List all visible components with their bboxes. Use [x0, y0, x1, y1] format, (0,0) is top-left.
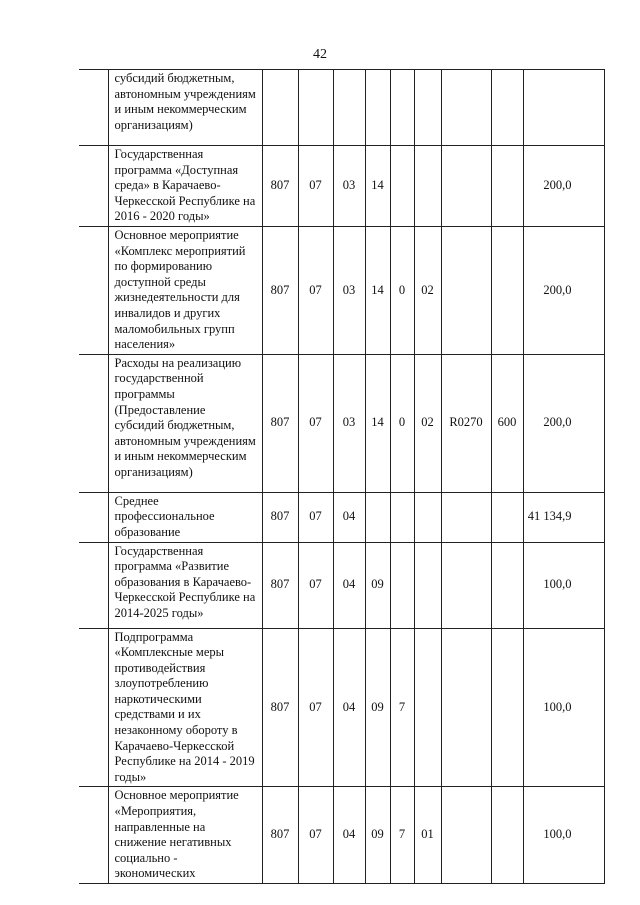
- grbs-code-cell: 807: [262, 787, 298, 884]
- grbs-code-cell: 807: [262, 492, 298, 542]
- row-number-cell: [79, 628, 108, 787]
- subsection-code-cell: 04: [333, 628, 365, 787]
- amount-cell: 100,0: [523, 628, 604, 787]
- table-row: [79, 226, 604, 354]
- expense-type-cell: [491, 70, 523, 146]
- row-name-cell: Среднее профессиональное образование: [108, 492, 262, 542]
- subsection-code-cell: 03: [333, 146, 365, 227]
- row-number-cell: [79, 542, 108, 628]
- direction-code-cell: [441, 70, 491, 146]
- grbs-code-cell: [262, 70, 298, 146]
- grbs-code-cell: 807: [262, 226, 298, 354]
- activity-code-cell: 02: [414, 354, 441, 492]
- section-code-cell: 07: [298, 492, 333, 542]
- program-code-cell: [365, 492, 390, 542]
- table-row: [79, 70, 604, 146]
- grbs-code-cell: 807: [262, 628, 298, 787]
- row-number-cell: [79, 492, 108, 542]
- amount-cell: [523, 70, 604, 146]
- subsection-code-cell: [333, 70, 365, 146]
- expense-type-cell: [491, 787, 523, 884]
- activity-code-cell: [414, 492, 441, 542]
- subprogram-code-cell: 0: [390, 226, 414, 354]
- subsection-code-cell: 03: [333, 354, 365, 492]
- table-row: [79, 492, 604, 542]
- row-name-cell: Основное мероприятие «Комплекс мероприятий по формированию доступной среды жизнедеятельности для инвалидов и других маломобильных групп населения»: [108, 226, 262, 354]
- subprogram-code-cell: 0: [390, 354, 414, 492]
- section-code-cell: [298, 70, 333, 146]
- program-code-cell: 09: [365, 628, 390, 787]
- program-code-cell: 14: [365, 226, 390, 354]
- activity-code-cell: [414, 542, 441, 628]
- activity-code-cell: [414, 70, 441, 146]
- expense-type-cell: [491, 492, 523, 542]
- direction-code-cell: [441, 146, 491, 227]
- table-row: [79, 354, 604, 492]
- activity-code-cell: 01: [414, 787, 441, 884]
- amount-cell: 41 134,9: [523, 492, 604, 542]
- amount-cell: 200,0: [523, 146, 604, 227]
- amount-cell: 100,0: [523, 787, 604, 884]
- section-code-cell: 07: [298, 787, 333, 884]
- row-name-cell: Расходы на реализацию государственной программы (Предоставление субсидий бюджетным, автономным учреждениям и иным некоммерческим организациям): [108, 354, 262, 492]
- program-code-cell: 09: [365, 787, 390, 884]
- section-code-cell: 07: [298, 146, 333, 227]
- page-number: 42: [313, 47, 327, 62]
- activity-code-cell: 02: [414, 226, 441, 354]
- row-number-cell: [79, 787, 108, 884]
- row-number-cell: [79, 226, 108, 354]
- grbs-code-cell: 807: [262, 146, 298, 227]
- subsection-code-cell: 04: [333, 542, 365, 628]
- budget-table: [79, 69, 605, 884]
- subprogram-code-cell: [390, 492, 414, 542]
- subprogram-code-cell: [390, 542, 414, 628]
- expense-type-cell: [491, 628, 523, 787]
- table-row: [79, 787, 604, 884]
- program-code-cell: [365, 70, 390, 146]
- direction-code-cell: [441, 492, 491, 542]
- row-name-cell: Основное мероприятие «Мероприятия, направленные на снижение негативных социально - экономических: [108, 787, 262, 884]
- table-body: [79, 70, 604, 884]
- section-code-cell: 07: [298, 354, 333, 492]
- amount-cell: 100,0: [523, 542, 604, 628]
- program-code-cell: 14: [365, 146, 390, 227]
- activity-code-cell: [414, 146, 441, 227]
- amount-cell: 200,0: [523, 354, 604, 492]
- subprogram-code-cell: 7: [390, 787, 414, 884]
- section-code-cell: 07: [298, 226, 333, 354]
- table-row: [79, 542, 604, 628]
- table-row: [79, 628, 604, 787]
- section-code-cell: 07: [298, 542, 333, 628]
- row-number-cell: [79, 354, 108, 492]
- section-code-cell: 07: [298, 628, 333, 787]
- expense-type-cell: [491, 542, 523, 628]
- row-name-cell: Подпрограмма «Комплексные меры противодействия злоупотреблению наркотическими средствами и их незаконному обороту в Карачаево-Черкесской Республике на 2014 - 2019 годы»: [108, 628, 262, 787]
- expense-type-cell: [491, 146, 523, 227]
- amount-cell: 200,0: [523, 226, 604, 354]
- activity-code-cell: [414, 628, 441, 787]
- direction-code-cell: [441, 787, 491, 884]
- direction-code-cell: [441, 226, 491, 354]
- subprogram-code-cell: [390, 70, 414, 146]
- row-name-cell: Государственная программа «Доступная среда» в Карачаево-Черкесской Республике на 2016 - 2020 годы»: [108, 146, 262, 227]
- row-number-cell: [79, 146, 108, 227]
- program-code-cell: 14: [365, 354, 390, 492]
- program-code-cell: 09: [365, 542, 390, 628]
- row-name-cell: Государственная программа «Развитие образования в Карачаево-Черкесской Республике на 2014-2025 годы»: [108, 542, 262, 628]
- grbs-code-cell: 807: [262, 354, 298, 492]
- subsection-code-cell: 04: [333, 492, 365, 542]
- row-name-cell: субсидий бюджетным, автономным учреждениям и иным некоммерческим организациям): [108, 70, 262, 146]
- direction-code-cell: R0270: [441, 354, 491, 492]
- subprogram-code-cell: [390, 146, 414, 227]
- grbs-code-cell: 807: [262, 542, 298, 628]
- row-number-cell: [79, 70, 108, 146]
- subprogram-code-cell: 7: [390, 628, 414, 787]
- direction-code-cell: [441, 628, 491, 787]
- expense-type-cell: [491, 226, 523, 354]
- table-row: [79, 146, 604, 227]
- subsection-code-cell: 03: [333, 226, 365, 354]
- subsection-code-cell: 04: [333, 787, 365, 884]
- direction-code-cell: [441, 542, 491, 628]
- expense-type-cell: 600: [491, 354, 523, 492]
